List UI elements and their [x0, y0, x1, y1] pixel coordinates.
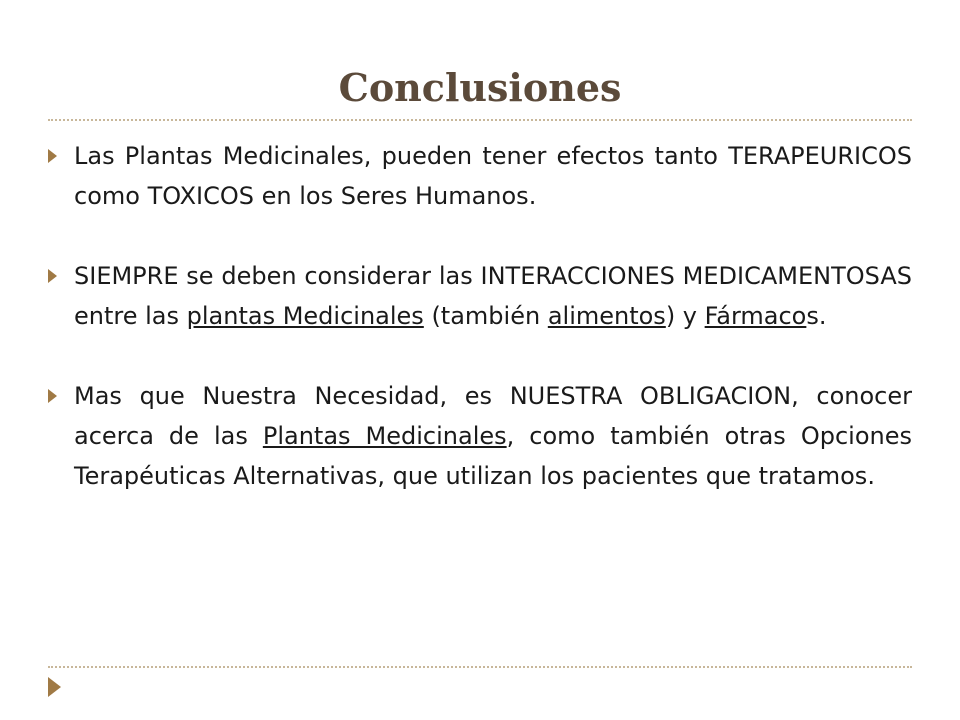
- bullet-text: Mas que Nuestra Necesidad, es NUESTRA OBLIGACION, conocer acerca de las: [74, 382, 912, 450]
- bullet-list: [42, 136, 912, 536]
- title-divider: [48, 119, 912, 121]
- bullet-text: SIEMPRE se deben considerar las INTERACCIONES MEDICAMENTOSAS entre las: [74, 262, 912, 330]
- triangle-footer-icon: [48, 677, 61, 697]
- footer-divider: [48, 666, 912, 668]
- bullet-item: [42, 376, 912, 496]
- bullet-text: Las Plantas Medicinales, pueden tener efectos tanto TERAPEURICOS como TOXICOS en los Seres Humanos.: [74, 142, 912, 210]
- bullet-text: , como también otras Opciones Terapéuticas Alternativas, que utilizan los pacientes que tratamos.: [74, 422, 912, 490]
- triangle-bullet-icon: [48, 389, 57, 403]
- triangle-bullet-icon: [48, 149, 57, 163]
- bullet-text: (también: [423, 302, 548, 330]
- underlined-text: Fármaco: [704, 302, 807, 330]
- slide-title: Conclusiones: [338, 65, 622, 110]
- bullet-text: ) y: [665, 302, 705, 330]
- underlined-text: alimentos: [547, 302, 666, 330]
- underlined-text: Plantas Medicinales: [262, 422, 507, 450]
- triangle-bullet-icon: [48, 269, 57, 283]
- bullet-item: [42, 256, 912, 336]
- underlined-text: plantas Medicinales: [186, 302, 424, 330]
- bullet-text: s.: [806, 302, 827, 330]
- bullet-item: [42, 136, 912, 216]
